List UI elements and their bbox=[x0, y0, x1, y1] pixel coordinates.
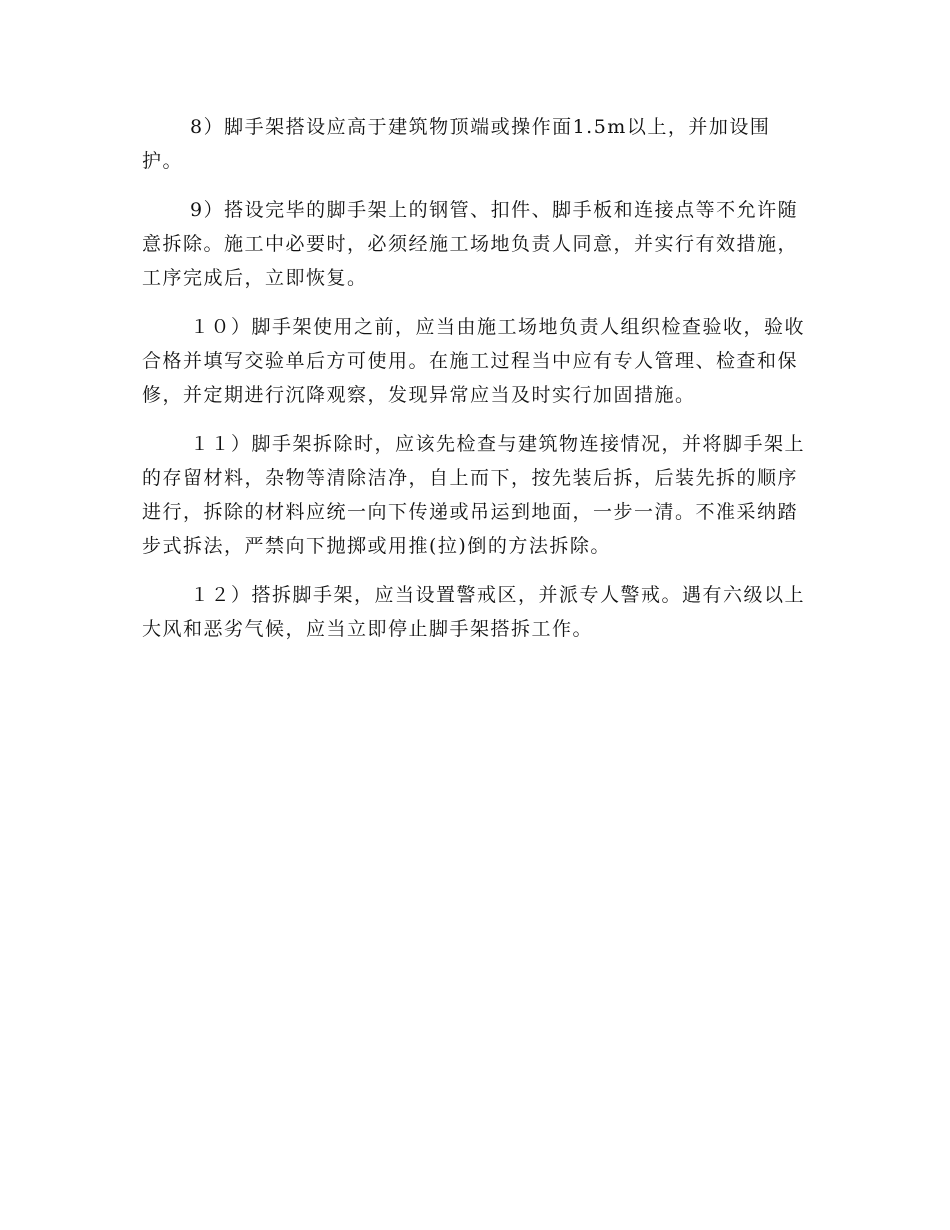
paragraph-item-10: １０）脚手架使用之前，应当由施工场地负责人组织检查验收，验收合格并填写交验单后方可使用。在施工过程当中应有专人管理、检查和保修，并定期进行沉降观察，发现异常应当及时实行加固措施。 bbox=[142, 316, 806, 406]
document-body bbox=[142, 110, 808, 661]
paragraph-item-8: 8）脚手架搭设应高于建筑物顶端或操作面1.5m以上，并加设围护。 bbox=[142, 116, 771, 172]
paragraph-item-11: １１）脚手架拆除时，应该先检查与建筑物连接情况，并将脚手架上的存留材料，杂物等清除洁净，自上而下，按先装后拆，后装先拆的顺序进行，拆除的材料应统一向下传递或吊运到地面，一步一清。不准采纳踏步式拆法，严禁向下抛掷或用推(拉)倒的方法拆除。 bbox=[142, 433, 806, 557]
paragraph-item-9: 9）搭设完毕的脚手架上的钢管、扣件、脚手板和连接点等不允许随意拆除。施工中必要时，必须经施工场地负责人同意，并实行有效措施，工序完成后，立即恢复。 bbox=[142, 199, 799, 289]
paragraph-item-12: １２）搭拆脚手架，应当设置警戒区，并派专人警戒。遇有六级以上大风和恶劣气候，应当立即停止脚手架搭拆工作。 bbox=[142, 584, 806, 640]
